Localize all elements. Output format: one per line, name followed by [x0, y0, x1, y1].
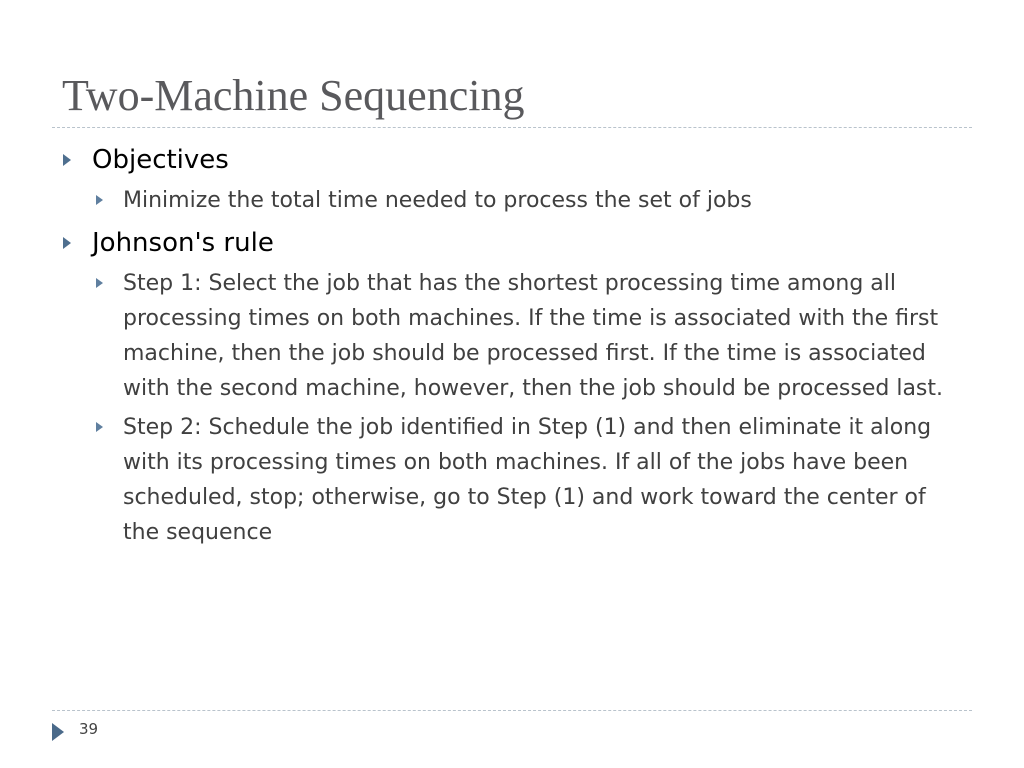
bullet-arrow-icon	[63, 237, 71, 249]
page-number: 39	[79, 720, 99, 738]
footer-triangle-icon	[52, 723, 64, 741]
slide-title: Two-Machine Sequencing	[62, 71, 525, 120]
bullet-objectives	[0, 141, 1024, 179]
sub-bullet-minimize-time	[0, 183, 968, 218]
title-divider	[52, 127, 972, 128]
sub-bullet-arrow-icon	[96, 422, 103, 432]
sub-bullet-text: Step 1: Select the job that has the shortest processing time among all processing times on both machines. If the time is associated with the first machine, then the job should be processed first. If the time is associated with the second machine, however, then the job should be processed last.	[123, 271, 944, 401]
sub-bullet-arrow-icon	[96, 195, 103, 205]
bullet-text: Objectives	[92, 145, 229, 175]
sub-bullet-text: Step 2: Schedule the job identified in Step (1) and then eliminate it along with its processing times on both machines. If all of the jobs have been scheduled, stop; otherwise, go to Step (1) and work toward the center of the sequence	[123, 415, 932, 545]
bullet-arrow-icon	[63, 154, 71, 166]
bullet-johnsons-rule	[0, 224, 1024, 262]
sub-bullet-text: Minimize the total time needed to process the set of jobs	[123, 188, 752, 213]
bullet-text: Johnson's rule	[92, 228, 274, 258]
sub-bullet-step-1	[0, 266, 968, 406]
sub-bullet-arrow-icon	[96, 278, 103, 288]
bullet-list	[0, 141, 1024, 550]
sub-bullet-step-2	[0, 410, 968, 550]
footer-divider	[52, 710, 972, 711]
